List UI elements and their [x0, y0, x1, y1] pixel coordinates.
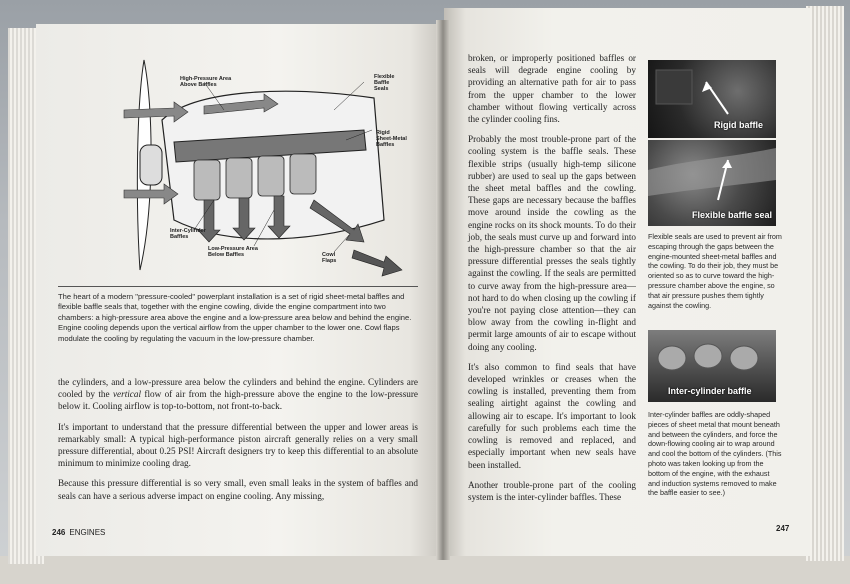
left-paragraph-3: Because this pressure differential is so very small, even small leaks in the system of baffles and seals can have a serious adverse impact on engine cooling. Any missing, — [58, 478, 418, 501]
photo-label-inter: Inter-cylinder baffle — [668, 386, 752, 396]
caption-divider — [58, 286, 418, 287]
label-flexible-seals: Flexible Baffle Seals — [374, 74, 395, 92]
right-paragraph-4: Another trouble-prone part of the cooling system is the inter-cylinder baffles. These — [468, 479, 636, 502]
left-page-number: 246 — [52, 528, 66, 537]
photo-caption-seals: Flexible seals are used to prevent air from escaping through the gaps between the engine-mounted sheet-metal baffles and the cowling. To do their job, they must be oriented so as to curve toward the high-pressure chamber above the engine, so that air pressure pushes them tightly against the cowling. — [648, 232, 782, 310]
right-paragraph-1: broken, or improperly positioned baffles or seals will degrade engine cooling by providing an alternative path for air to pass from the upper chamber to the lower chamber without flowing vertically across the cylinder cooling fins. — [468, 53, 636, 125]
left-paragraph-1 — [58, 376, 418, 413]
label-high-pressure: High-Pressure Area Above Baffles — [180, 76, 232, 88]
left-body-text — [58, 376, 418, 510]
photo-flexible-baffle-seal — [648, 140, 776, 226]
table-surface — [0, 556, 850, 584]
right-paragraph-3: It's also common to find seals that have developed wrinkles or creases when the cowling is installed, preventing them from sealing airtight against the cowling and allowing air to escape. It's important to look carefully for such problems each time the cowling is removed and replaced, and especially important when new seals have been installed. — [468, 361, 636, 470]
photo-rigid-baffle — [648, 60, 776, 138]
photo-inter-cylinder-baffle — [648, 330, 776, 402]
photo-caption-inter-cylinder: Inter-cylinder baffles are oddly-shaped pieces of sheet metal that mount beneath and between the cylinders, and force the down-flowing cooling air to wrap around and cool the bottom of the cylinders. (This photo was taken looking up from the bottom of the engine, with the exhaust and induction systems removed to make the baffle easier to see.) — [648, 410, 782, 498]
left-p1-emphasis: vertical — [112, 389, 142, 400]
left-p1-start: the cylinders, and a low-pressure area below the cylinders and behind the engine. Cylinders are cooled by the — [58, 377, 418, 400]
label-low-pressure: Low-Pressure Area Below Baffles — [208, 246, 258, 258]
right-page-number: 247 — [776, 524, 790, 533]
left-folio — [52, 528, 105, 537]
book-gutter — [436, 20, 450, 560]
photo-label-flexible: Flexible baffle seal — [692, 210, 773, 220]
left-section-name: ENGINES — [69, 528, 106, 537]
right-paragraph-2: Probably the most trouble-prone part of the cooling system is the baffle seals. These flexible strips (usually high-temp silicone rubber) are used to seal up the gaps between the sheet metal baffles and the cowling. These gaps are necessary because the baffles move around inside the cowling as the engine rocks on its shock mounts. To do their job, the seals must curve up and forward into the high-pressure chamber so that the air pressure differential presses the seals tightly against the cowling. If the seals are permitted to curve away from the high-pressure area—not hard to do when closing up the cowling if you're not paying close attention—they can blow away from the cowling in-flight and permit large amounts of air to escape without doing any cooling. — [468, 134, 636, 352]
label-cowl-flaps: Cowl Flaps — [322, 252, 337, 264]
left-p1-end: flow of air from the high-pressure above the engine to the low-pressure below it. Cooling airflow is top-to-bottom, not front-to-back. — [58, 389, 419, 412]
photo-label-rigid: Rigid baffle — [714, 120, 763, 130]
engine-baffle-diagram — [84, 50, 414, 280]
label-inter-cylinder: Inter-Cylinder Baffles — [170, 228, 206, 240]
label-rigid-baffles: Rigid Sheet-Metal Baffles — [376, 130, 407, 148]
diagram-caption: The heart of a modern "pressure-cooled" powerplant installation is a set of rigid sheet-metal baffles and flexible baffle seals that, together with the engine cowling, divide the engine compartment into two chambers: a high-pressure area above the engine and a low-pressure area below and behind the engine. Engine cooling depends upon the vertical airflow from the upper chamber to the lower one. Cowl flaps modulate the cooling by regulating the vacuum in the low-pressure chamber. — [58, 292, 412, 343]
right-page-stack — [806, 6, 844, 561]
left-paragraph-2: It's important to understand that the pressure differential between the upper and lower areas is remarkably small: A typical high-performance piston aircraft generally relies on a very small pressure differential, about 0.25 PSI! Aircraft designers try to keep this differential to an absolute minimum to minimize cooling drag. — [58, 421, 418, 469]
right-body-text — [468, 52, 636, 511]
